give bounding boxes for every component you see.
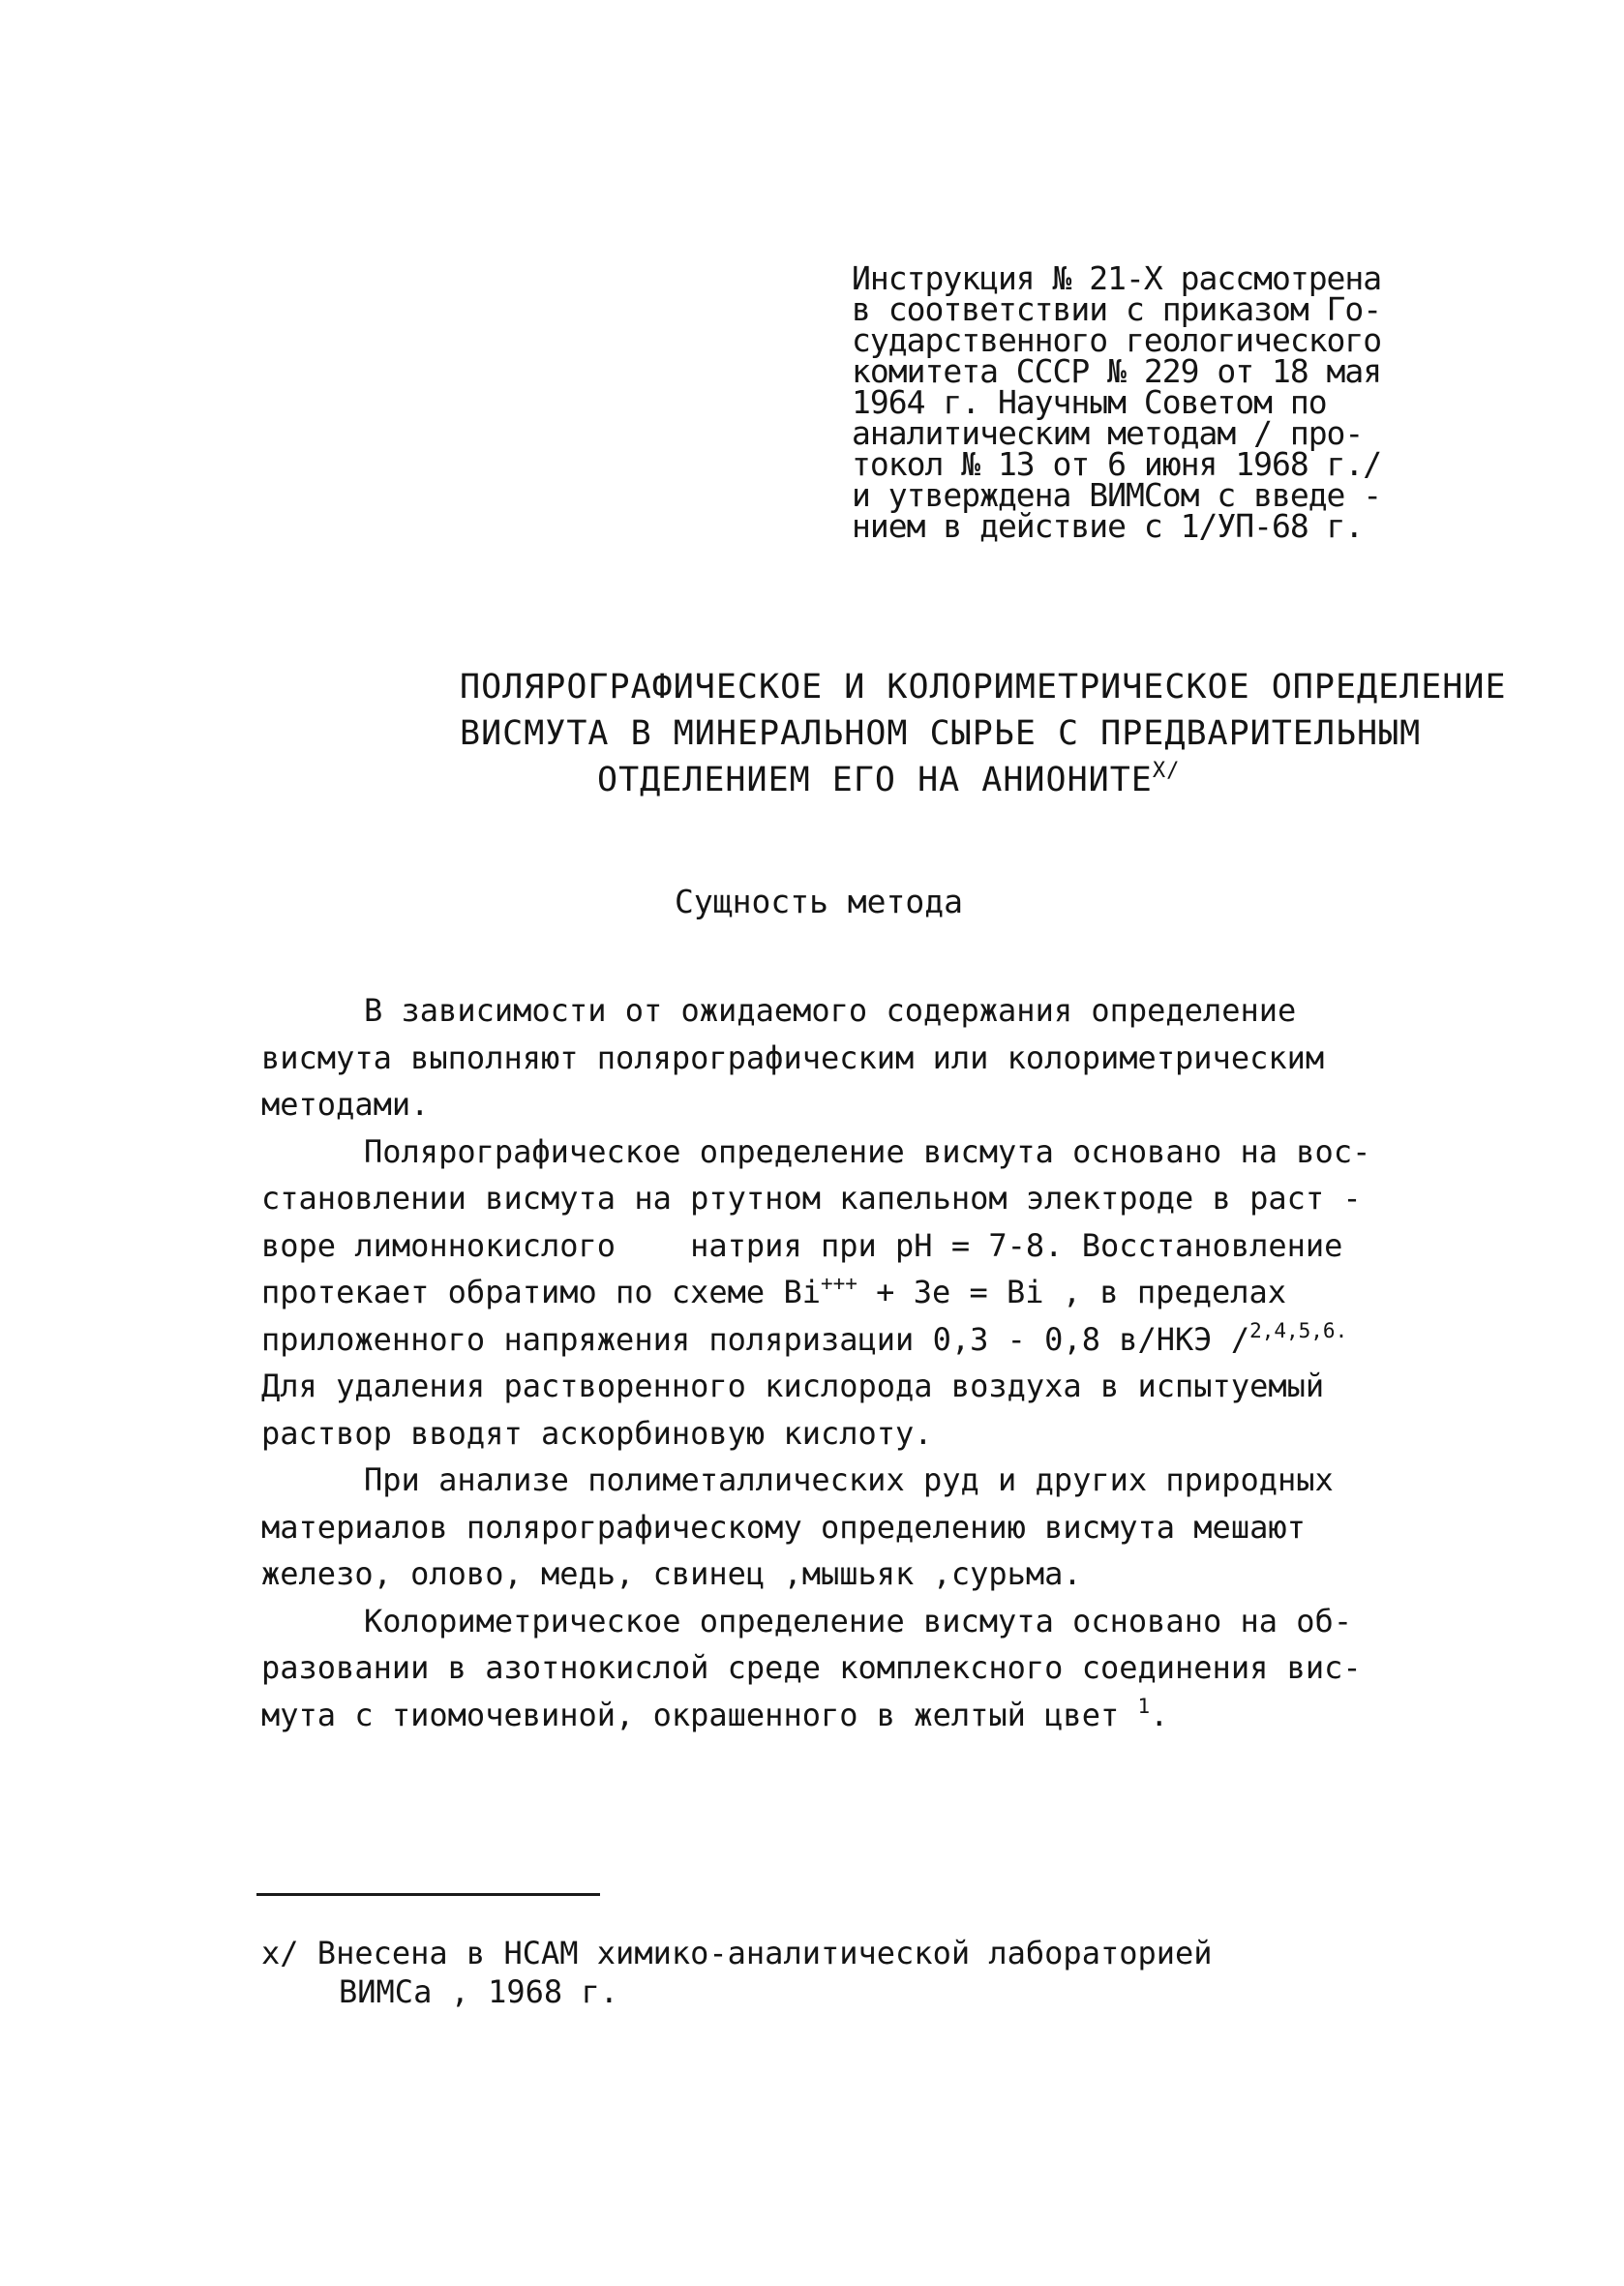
paragraph-line: Колориметрическое определение висмута основано на об- — [364, 1602, 1353, 1639]
approval-line: сударственного геологического — [852, 321, 1382, 359]
text-run: приложенного напряжения поляризации 0,3 - 0,8 в/НКЭ / — [261, 1320, 1250, 1358]
approval-line: токол № 13 от 6 июня 1968 г./ — [852, 445, 1382, 483]
paragraph-line: висмута выполняют полярографическим или колориметрическим — [261, 1038, 1325, 1076]
paragraph-line: Полярографическое определение висмута основано на вос- — [364, 1132, 1371, 1170]
paragraph-line: В зависимости от ожидаемого содержания определение — [364, 992, 1297, 1029]
approval-line: 1964 г. Научным Советом по — [852, 383, 1327, 421]
footnote-line: ВИМСа , 1968 г. — [339, 1973, 618, 2010]
paragraph-line: воре лимоннокислого натрия при pH = 7-8. Восстановление — [261, 1226, 1343, 1264]
paragraph-line — [261, 1692, 1423, 1739]
reference-superscript: 2,4,5,6. — [1249, 1318, 1348, 1342]
approval-note — [852, 259, 1452, 545]
title-line: ПОЛЯРОГРАФИЧЕСКОЕ И КОЛОРИМЕТРИЧЕСКОЕ ОПРЕДЕЛЕНИЕ — [460, 668, 1507, 707]
paragraph-line: разовании в азотнокислой среде комплексного соединения вис- — [261, 1649, 1362, 1686]
approval-line: Инструкция № 21-Х рассмотрена — [852, 259, 1382, 297]
text-run: протекает обратимо по схеме Bi — [261, 1274, 821, 1310]
text-run: мута с тиомочевиной, окрашенного в желтый цвет — [261, 1696, 1138, 1733]
reference-superscript: 1 — [1137, 1694, 1151, 1718]
paragraph-line — [261, 1269, 1423, 1316]
paragraph-line: становлении висмута на ртутном капельном электроде в раст - — [261, 1180, 1362, 1217]
section-heading: Сущность метода — [675, 883, 964, 920]
text-run: . — [1150, 1696, 1169, 1733]
paragraph-line: железо, олово, медь, свинец ,мышьяк ,сурьма. — [261, 1555, 1082, 1592]
approval-line: в соответствии с приказом Го- — [852, 290, 1382, 328]
approval-line: комитета СССР № 229 от 18 мая — [852, 352, 1382, 390]
paragraph-line: материалов полярографическому определению висмута мешают — [261, 1508, 1306, 1546]
paragraph-line: раствор вводят аскорбиновую кислоту. — [261, 1414, 933, 1452]
footnote-line: х/ Внесена в НСАМ химико-аналитической лабораторией — [261, 1935, 1213, 1971]
approval-line: аналитическим методам / про- — [852, 414, 1364, 452]
paragraph-line: Для удаления растворенного кислорода воздуха в испытуемый — [261, 1368, 1325, 1404]
paragraph-line — [261, 1316, 1423, 1364]
text-run: + 3е = Bi , в пределах — [857, 1274, 1287, 1310]
charge-superscript: +++ — [820, 1272, 857, 1295]
footnote-marker: Х/ — [1152, 759, 1181, 783]
title-line-text: ОТДЕЛЕНИЕМ ЕГО НА АНИОНИТЕ — [597, 761, 1153, 799]
paragraph-line: При анализе полиметаллических руд и других природных — [364, 1461, 1334, 1498]
approval-line: нием в действие с 1/УП-68 г. — [852, 507, 1364, 545]
paragraph-line: методами. — [261, 1086, 430, 1123]
footnote-divider — [256, 1893, 600, 1896]
title-line: ВИСМУТА В МИНЕРАЛЬНОМ СЫРЬЕ С ПРЕДВАРИТЕЛЬНЫМ — [460, 714, 1422, 753]
title-line — [597, 757, 1180, 803]
body-text — [261, 987, 1423, 1738]
footnote — [261, 1934, 1213, 2011]
approval-line: и утверждена ВИМСом с введе - — [852, 476, 1382, 514]
